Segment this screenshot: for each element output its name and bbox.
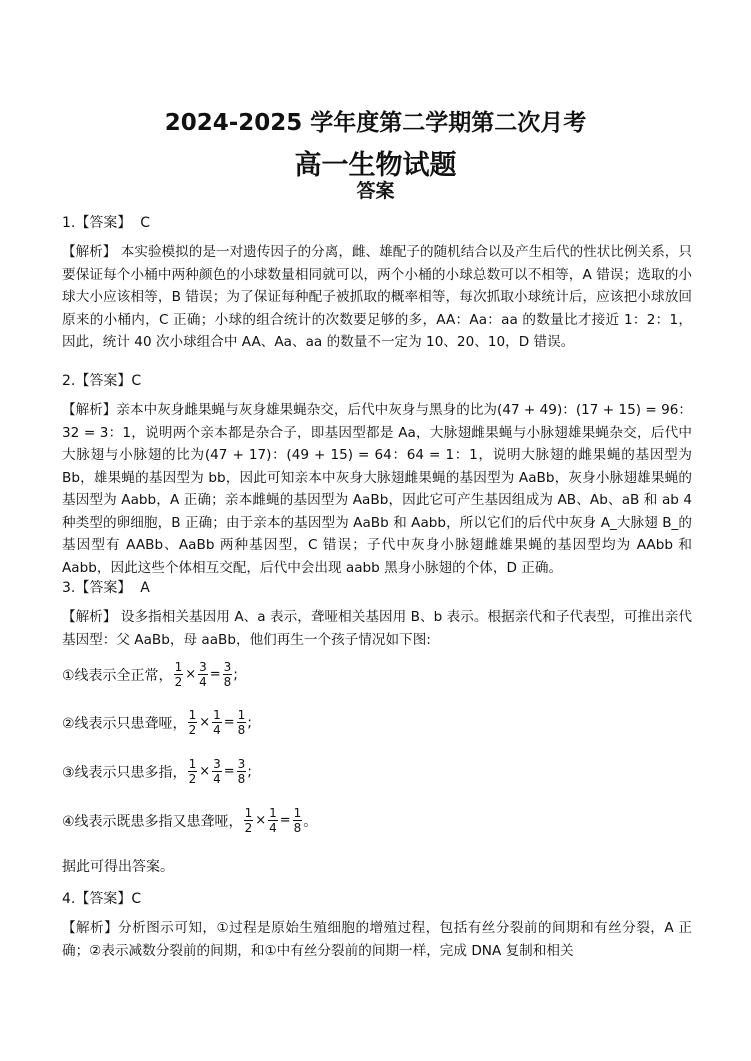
line-text: ③线表示只患多指， <box>62 764 187 781</box>
fraction: $\frac{1}{2}$ <box>244 806 253 835</box>
answer-caption: 答案 <box>356 180 395 202</box>
q3-analysis: 【解析】 设多指相关基因用 A、a 表示，聋哑相关基因用 B、b 表示。根据亲代和子代表型，可推出亲代基因型：父 AaBb，母 aaBb，他们再生一个孩子情况如下图: <box>62 609 692 648</box>
fraction: $\frac{1}{2}$ <box>188 757 197 786</box>
q2-answer: 2.【答案】C <box>62 373 142 389</box>
fraction: $\frac{1}{2}$ <box>188 708 197 737</box>
q2-analysis: 【解析】亲本中灰身雌果蝇与灰身雄果蝇杂交，后代中灰身与黑身的比为(47 + 49)：(17 + 15) = 96：32 = 3：1，说明两个亲本都是杂合子，即基因型都是 Aa，大脉翅雌果蝇与小脉翅雄果蝇杂交，后代中大脉翅与小脉翅的比为(47 + 17)：(49 + 15) = 64：64 = 1：1，说明大脉翅的雌果蝇的基因型为 Bb，雄果蝇的基因型为 bb，因此可知亲本中灰身大脉翅雌果蝇的基因型为 AaBb，灰身小脉翅雄果蝇的基因型为 Aabb，A 正确；亲本雌蝇的基因型为 AaBb，因此它可产生基因组成为 AB、Ab、aB 和 ab 4 种类型的卵细胞，B 正确；由于亲本的基因型为 AaBb 和 Aabb，所以它们的后代中灰身 A_大脉翅 B_的基因型有 AABb、AaBb 两种基因型，C 错误；子代中灰身小脉翅雌雄果蝇的基因型均为 AAbb 和 Aabb，因此这些个体相互交配，后代中会出现 aabb 黑身小脉翅的个体，D 正确。 <box>62 402 692 576</box>
exam-subject: 高一生物试题 <box>294 150 457 181</box>
q3-answer: 3.【答案】 A <box>62 580 150 596</box>
fraction: $\frac{1}{8}$ <box>237 708 246 737</box>
q4-analysis: 【解析】分析图示可知，①过程是原始生殖细胞的增殖过程，包括有丝分裂前的间期和有丝分裂，A 正确；②表示减数分裂前的间期，和①中有丝分裂前的间期一样，完成 DNA 复制和相关 <box>62 920 692 959</box>
q1-answer: 1.【答案】 C <box>62 215 151 231</box>
line-text: ②线表示只患聋哑， <box>62 715 187 732</box>
q3-conclusion: 据此可得出答案。 <box>62 859 174 875</box>
fraction: $\frac{1}{4}$ <box>269 806 277 835</box>
fraction: $\frac{1}{8}$ <box>293 806 302 835</box>
q3-line-3: ③线表示只患多指， $\frac{1}{2}$ × $\frac{3}{4}$ = $\frac{3}{8}$ ; <box>62 757 253 786</box>
fraction: $\frac{1}{2}$ <box>174 660 183 689</box>
fraction: $\frac{1}{4}$ <box>213 708 221 737</box>
line-text: ④线表示既患多指又患聋哑， <box>62 813 243 830</box>
fraction: $\frac{3}{8}$ <box>223 660 232 689</box>
q3-line-1: ①线表示全正常， $\frac{1}{2}$ × $\frac{3}{4}$ = $\frac{3}{8}$ ; <box>62 660 239 689</box>
q3-line-4: ④线表示既患多指又患聋哑， $\frac{1}{2}$ × $\frac{1}{4}$ = $\frac{1}{8}$ 。 <box>62 806 318 835</box>
fraction: $\frac{3}{8}$ <box>237 757 246 786</box>
fraction: $\frac{3}{4}$ <box>199 660 207 689</box>
q4-answer: 4.【答案】C <box>62 891 142 907</box>
q3-line-2: ②线表示只患聋哑， $\frac{1}{2}$ × $\frac{1}{4}$ = $\frac{1}{8}$ ; <box>62 708 253 737</box>
line-text: ①线表示全正常， <box>62 667 173 684</box>
q1-analysis: 【解析】 本实验模拟的是一对遗传因子的分离，雌、雄配子的随机结合以及产生后代的性状比例关系，只要保证每个小桶中两种颜色的小球数量相同就可以，两个小桶的小球总数可以不相等，A 错误；选取的小球大小应该相等，B 错误；为了保证每种配子被抓取的概率相等，每次抓取小球统计后，应该把小球放回原来的小桶内，C 正确；小球的组合统计的次数要足够的多，AA：Aa：aa 的数量比才接近 1：2：1，因此，统计 40 次小球组合中 AA、Aa、aa 的数量不一定为 10、20、10，D 错误。 <box>62 244 692 350</box>
fraction: $\frac{3}{4}$ <box>213 757 221 786</box>
exam-title: 2024-2025 学年度第二学期第二次月考 <box>164 110 587 136</box>
